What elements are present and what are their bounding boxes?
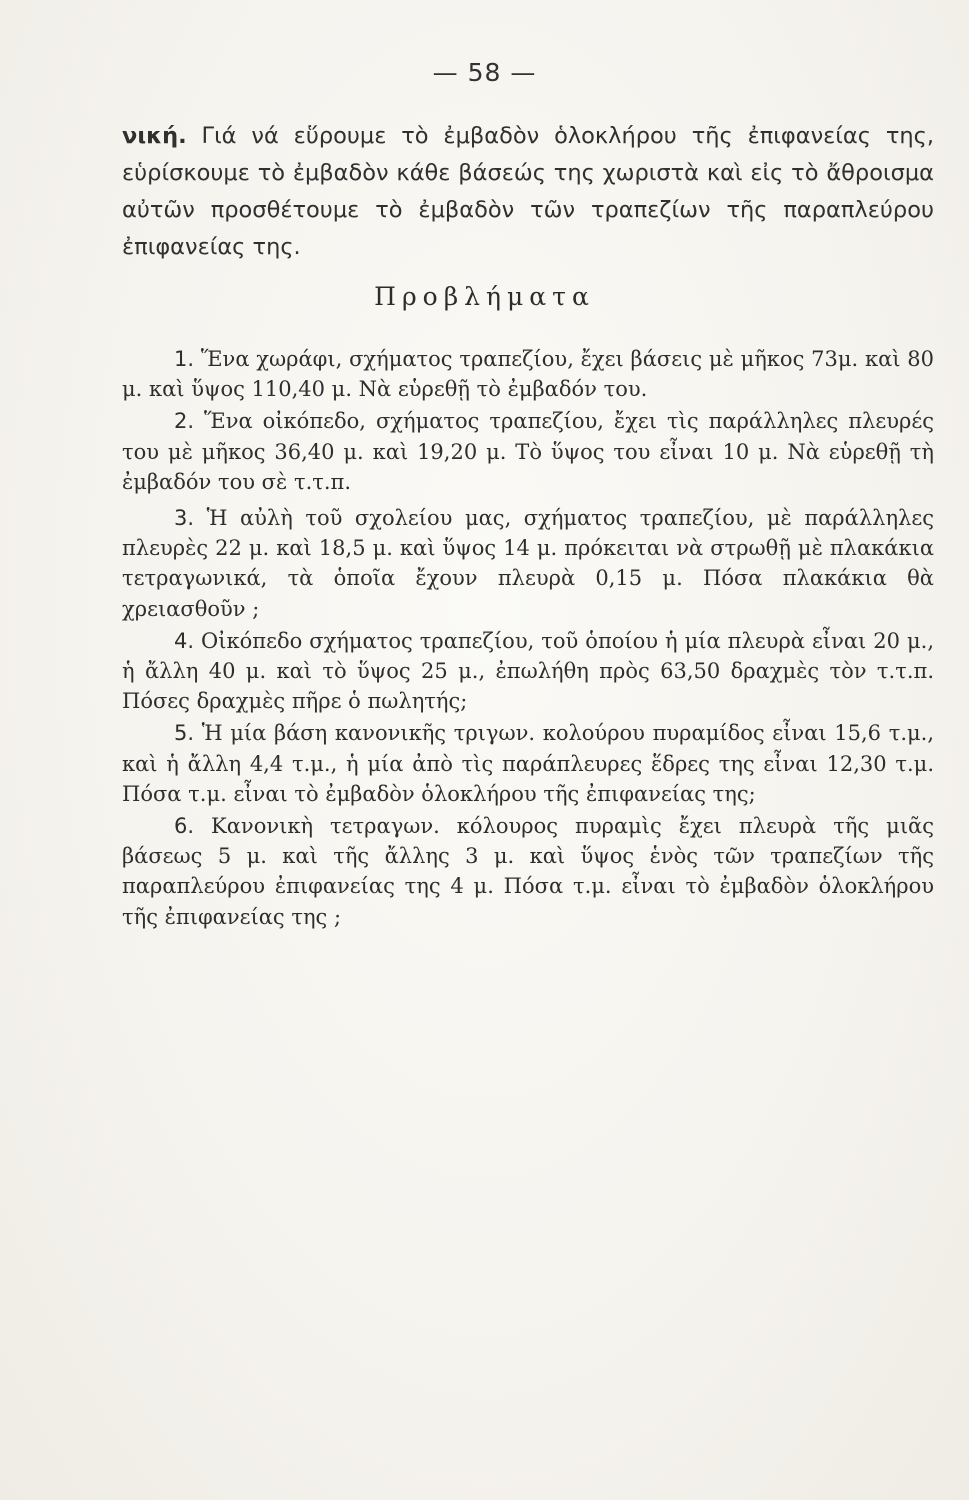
- problem-text: Ἡ αὐλὴ τοῦ σχολείου μας, σχήματος τραπεζίου, μὲ παράλληλες πλευρὲς 22 μ. καὶ 18,5 μ. καὶ ὕψος 14 μ. πρόκειται νὰ στρωθῇ μὲ πλακάκια τετραγωνικά, τὰ ὁποῖα ἔχουν πλευρὰ 0,15 μ. Πόσα πλακάκια θὰ χρειασθοῦν ;: [122, 506, 934, 621]
- problem-item-5: [122, 718, 934, 809]
- problem-item-6: [122, 811, 934, 932]
- intro-paragraph: [122, 118, 934, 266]
- problem-text: Ἡ μία βάση κανονικῆς τριγων. κολούρου πυραμίδος εἶναι 15,6 τ.μ., καὶ ἡ ἄλλη 4,4 τ.μ., ἡ μία ἀπὸ τὶς παράπλευρες ἕδρες της εἶναι 12,30 τ.μ. Πόσα τ.μ. εἶναι τὸ ἐμβαδὸν ὁλοκλήρου τῆς ἐπιφανείας της;: [122, 721, 934, 806]
- page-number: — 58 —: [432, 58, 537, 87]
- problem-text: Οἰκόπεδο σχήματος τραπεζίου, τοῦ ὁποίου ἡ μία πλευρὰ εἶναι 20 μ., ἡ ἄλλη 40 μ. καὶ τὸ ὕψος 25 μ., ἐπωλήθη πρὸς 63,50 δραχμὲς τὸν τ.τ.π. Πόσες δραχμὲς πῆρε ὁ πωλητής;: [122, 628, 934, 714]
- problem-number: 4.: [174, 628, 195, 653]
- problem-item-3: [122, 503, 934, 624]
- problem-number: 2.: [174, 409, 195, 434]
- intro-text: Γιά νά εὕρουμε τὸ ἐμβαδὸν ὁλοκλήρου τῆς ἐπιφανείας της, εὑρίσκουμε τὸ ἐμβαδὸν κάθε βάσεώς της χωριστὰ καὶ εἰς τὸ ἄθροισμα αὐτῶν προσθέτουμε τὸ ἐμβαδὸν τῶν τραπεζίων τῆς παραπλεύρου ἐπιφανείας της.: [122, 123, 934, 260]
- problem-item-2: [122, 406, 934, 497]
- problem-text: Ἕνα οἰκόπεδο, σχήματος τραπεζίου, ἔχει τὶς παράλληλες πλευρές του μὲ μῆκος 36,40 μ. καὶ 19,20 μ. Τὸ ὕψος του εἶναι 10 μ. Νὰ εὑρεθῇ τὴ ἐμβαδόν του σὲ τ.τ.π.: [122, 409, 934, 494]
- problem-number: 5.: [174, 721, 195, 746]
- problem-list: [122, 344, 934, 934]
- problem-text: Ἕνα χωράφι, σχήματος τραπεζίου, ἔχει βάσεις μὲ μῆκος 73μ. καὶ 80 μ. καὶ ὕψος 110,40 μ. Νὰ εὑρεθῇ τὸ ἐμβαδόν του.: [122, 347, 934, 402]
- problem-item-1: [122, 344, 934, 404]
- problem-number: 3.: [174, 506, 195, 531]
- problem-number: 6.: [174, 814, 195, 839]
- problem-item-4: [122, 626, 934, 717]
- problem-text: Κανονικὴ τετραγων. κόλουρος πυραμὶς ἔχει πλευρὰ τῆς μιᾶς βάσεως 5 μ. καὶ τῆς ἄλλης 3 μ. καὶ ὕψος ἑνὸς τῶν τραπεζίων τῆς παραπλεύρου ἐπιφανείας της 4 μ. Πόσα τ.μ. εἶναι τὸ ἐμβαδὸν ὁλοκλήρου τῆς ἐπιφανείας της ;: [122, 814, 934, 929]
- intro-lead-word: νική.: [122, 123, 187, 149]
- problem-number: 1.: [174, 347, 195, 371]
- section-heading: Προβλήματα: [374, 282, 595, 311]
